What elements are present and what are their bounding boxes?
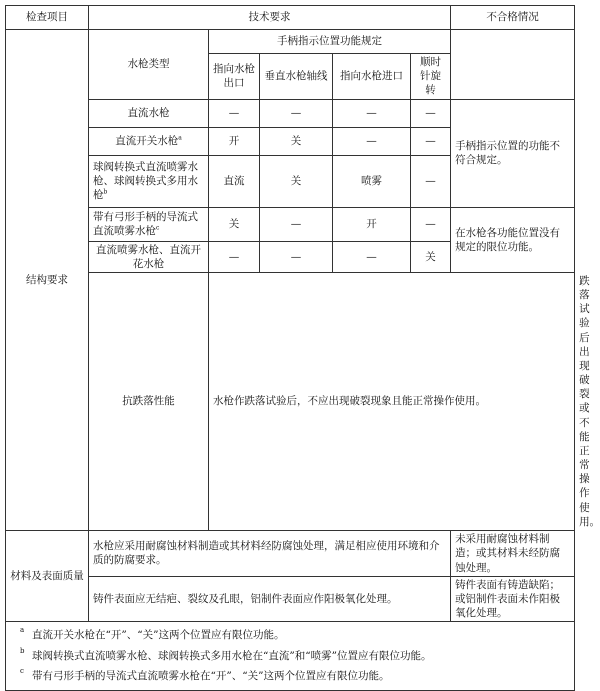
nozzle-type: 带有弓形手柄的导流式直流喷雾水枪$^c$ [89, 207, 209, 241]
table-row [6, 207, 575, 241]
table-row [6, 99, 575, 127]
col-clockwise: 顺时针旋转 [411, 54, 451, 100]
cell: 关 [260, 155, 333, 207]
cell: — [333, 241, 411, 272]
header-fail: 不合格情况 [451, 6, 575, 30]
cell: 直流 [209, 155, 260, 207]
drop-label: 抗跌落性能 [89, 272, 209, 530]
col-perpendicular: 垂直水枪轴线 [260, 54, 333, 100]
structure-label: 结构要求 [6, 30, 89, 531]
footnote-c: c 带有弓形手柄的导流式直流喷雾水枪在“开”、“关”这两个位置应有限位功能。 [20, 666, 390, 682]
cell: — [333, 127, 411, 155]
cell: 关 [411, 241, 451, 272]
nozzle-type: 直流水枪 [89, 99, 209, 127]
footnote-mark: b [103, 188, 108, 196]
cell: 关 [260, 127, 333, 155]
cell: — [411, 207, 451, 241]
cell: — [411, 127, 451, 155]
inspection-table [5, 5, 600, 691]
nozzle-type: 球阀转换式直流喷雾水枪、球阀转换式多用水枪$^b$ [89, 155, 209, 207]
material-requirement-1: 水枪应采用耐腐蚀材料制造或其材料经防腐蚀处理，满足相应使用环境和介质的防腐要求。 [89, 530, 451, 576]
footnote-a: a 直流开关水枪在“开”、“关”这两个位置应有限位功能。 [20, 626, 285, 642]
material-label: 材料及表面质量 [6, 530, 89, 622]
cell: 开 [209, 127, 260, 155]
material-fail-1: 未采用耐腐蚀材料制造；或其材料未经防腐蚀处理。 [451, 530, 575, 576]
structure-fail-1: 手柄指示位置的功能不符合规定。 [451, 99, 575, 207]
drop-row: 抗跌落性能 水枪作跌落试验后，不应出现破裂现象且能正常操作使用。 跌落试验后出现破裂或不能正常操作使用。 [6, 272, 575, 530]
header-tech: 技术要求 [89, 6, 451, 30]
col-outlet: 指向水枪出口 [209, 54, 260, 100]
cell: 开 [333, 207, 411, 241]
drop-requirement: 水枪作跌落试验后，不应出现破裂现象且能正常操作使用。 [209, 272, 575, 530]
cell: 喷雾 [333, 155, 411, 207]
structure-fail-2: 在水枪各功能位置没有规定的限位功能。 [451, 207, 575, 272]
handle-header: 手柄指示位置功能规定 [209, 30, 451, 54]
header-item: 检查项目 [6, 6, 89, 30]
col-inlet: 指向水枪进口 [333, 54, 411, 100]
cell: — [411, 99, 451, 127]
material-fail-2: 铸件表面有铸造缺陷；或铝制件表面未作阳极氧化处理。 [451, 576, 575, 622]
header-row [6, 6, 575, 30]
cell: — [260, 241, 333, 272]
structure-fail-blank [451, 30, 575, 100]
cell: — [411, 155, 451, 207]
cell: — [209, 241, 260, 272]
nozzle-type: 直流开关水枪$^a$ [89, 127, 209, 155]
footnotes-row [6, 622, 575, 691]
type-header: 水枪类型 [89, 30, 209, 100]
cell: — [260, 207, 333, 241]
footnote-mark: a [178, 134, 182, 142]
material-row [6, 576, 575, 622]
footnote-b: b 球阀转换式直流喷雾水枪、球阀转换式多用水枪在“直流”和“喷雾”位置应有限位功能。 [20, 646, 432, 662]
material-row [6, 530, 575, 576]
cell: — [333, 99, 411, 127]
material-requirement-2: 铸件表面应无结疤、裂纹及孔眼，铝制件表面应作阳极氧化处理。 [89, 576, 451, 622]
footnotes [6, 622, 575, 691]
nozzle-type: 直流喷雾水枪、直流开花水枪 [89, 241, 209, 272]
cell: — [260, 99, 333, 127]
cell: — [209, 99, 260, 127]
footnote-mark: c [156, 224, 160, 232]
structure-subheader-row [6, 30, 575, 54]
cell: 关 [209, 207, 260, 241]
